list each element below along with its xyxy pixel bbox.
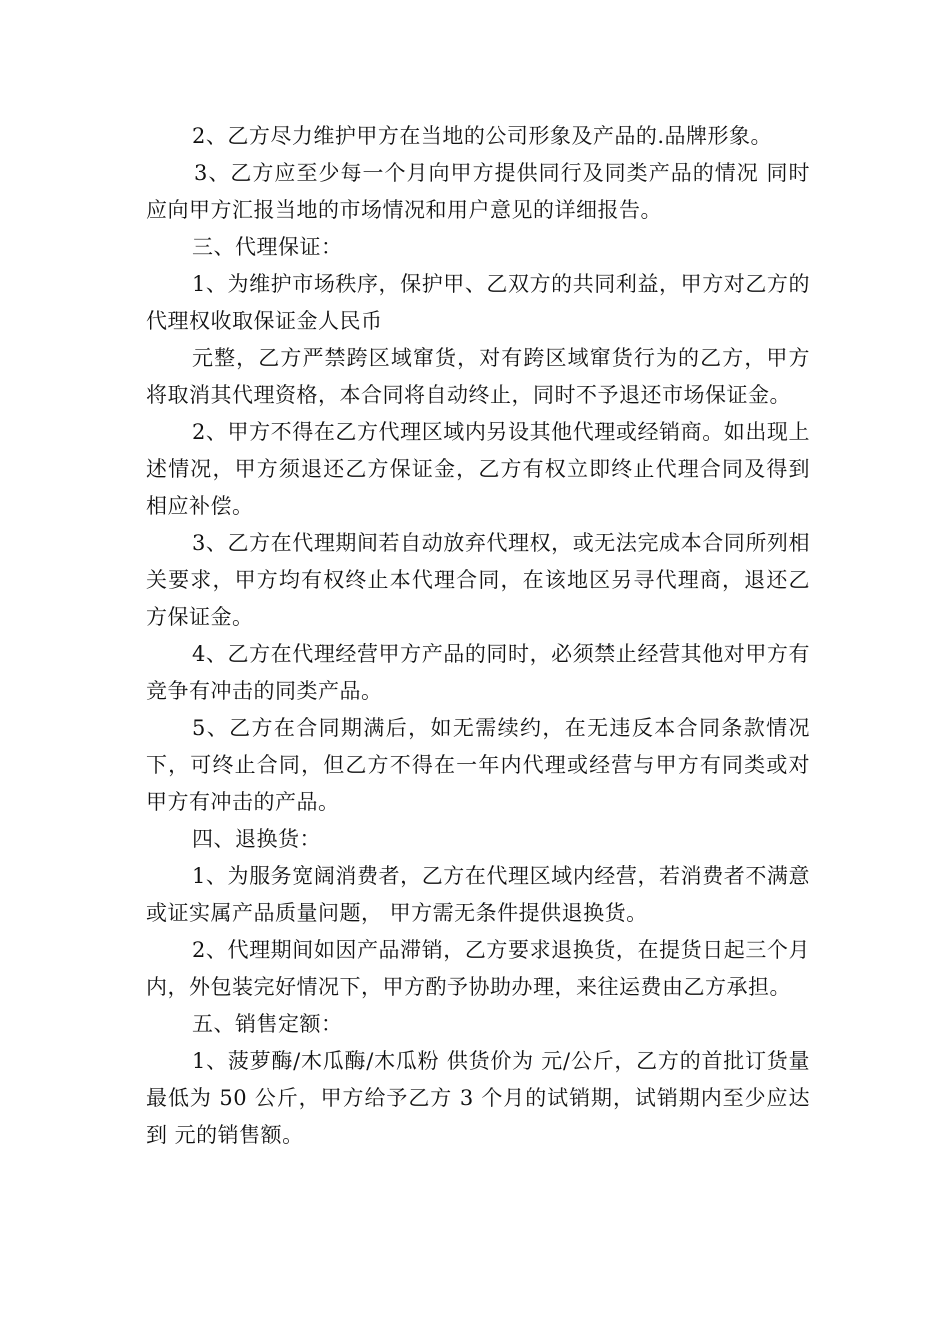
clause-2-brand-image: 2、乙方尽力维护甲方在当地的公司形象及产品的.品牌形象。 <box>192 124 773 148</box>
guarantee-clause-4: 4、乙方在代理经营甲方产品的同时，必须禁止经营其他对甲方有竞争有冲击的同类产品。 <box>146 642 810 703</box>
document-page <box>146 118 810 1154</box>
sales-quota-clause-1: 1、菠萝酶/木瓜酶/木瓜粉 供货价为 元/公斤，乙方的首批订货量最低为 50 公斤，甲方给予乙方 3 个月的试销期，试销期内至少应达到 元的销售额。 <box>146 1049 810 1147</box>
guarantee-clause-1-continued: 元整，乙方严禁跨区域窜货，对有跨区域窜货行为的乙方，甲方将取消其代理资格，本合同将自动终止，同时不予退还市场保证金。 <box>146 346 810 407</box>
section-heading-returns: 四、退换货： <box>192 827 321 851</box>
guarantee-clause-5: 5、乙方在合同期满后，如无需续约，在无违反本合同条款情况下，可终止合同，但乙方不得在一年内代理或经营与甲方有同类或对甲方有冲击的产品。 <box>146 716 810 814</box>
section-heading-agency-guarantee: 三、代理保证： <box>192 235 343 259</box>
guarantee-clause-2: 2、甲方不得在乙方代理区域内另设其他代理或经销商。如出现上述情况，甲方须退还乙方保证金，乙方有权立即终止代理合同及得到相应补偿。 <box>146 420 810 518</box>
guarantee-clause-3: 3、乙方在代理期间若自动放弃代理权，或无法完成本合同所列相关要求，甲方均有权终止本代理合同，在该地区另寻代理商，退还乙方保证金。 <box>146 531 810 629</box>
guarantee-clause-1: 1、为维护市场秩序，保护甲、乙双方的共同利益，甲方对乙方的代理权收取保证金人民币 <box>146 272 810 333</box>
returns-clause-1: 1、为服务宽阔消费者，乙方在代理区域内经营，若消费者不满意或证实属产品质量问题， 甲方需无条件提供退换货。 <box>146 864 810 925</box>
section-heading-sales-quota: 五、销售定额： <box>192 1012 343 1036</box>
clause-3-market-report: 3、乙方应至少每一个月向甲方提供同行及同类产品的情况 同时应向甲方汇报当地的市场情况和用户意见的详细报告。 <box>146 161 810 222</box>
returns-clause-2: 2、代理期间如因产品滞销，乙方要求退换货，在提货日起三个月内，外包装完好情况下，甲方酌予协助办理，来往运费由乙方承担。 <box>146 938 810 999</box>
